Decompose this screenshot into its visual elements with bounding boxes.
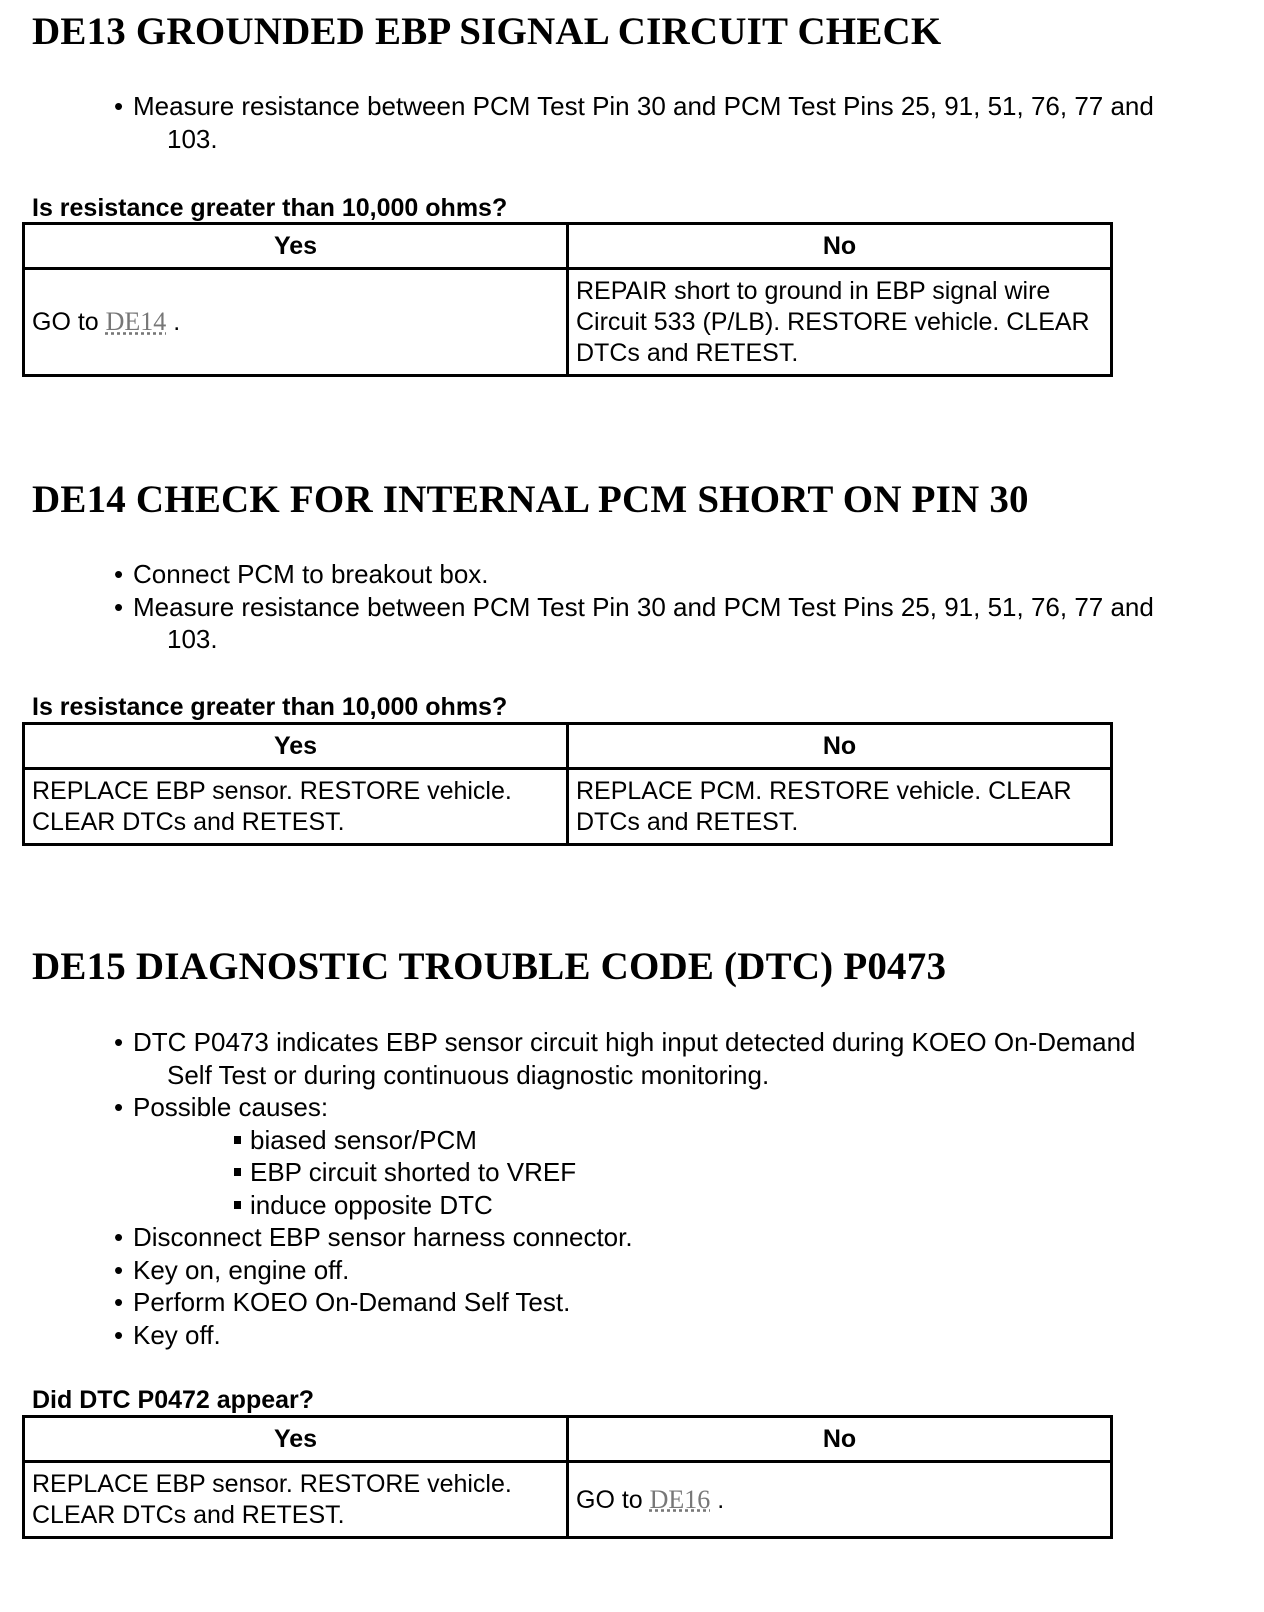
yes-column-header: Yes xyxy=(24,1417,568,1462)
decision-table xyxy=(22,722,1113,846)
no-action-cell: REPLACE PCM. RESTORE vehicle. CLEAR DTCs and RETEST. xyxy=(568,769,1112,845)
no-action-prefix: GO to xyxy=(576,1485,650,1514)
cause-text: EBP circuit shorted to VREF xyxy=(250,1157,577,1187)
list-item xyxy=(114,591,1154,656)
yes-column-header: Yes xyxy=(24,724,568,769)
yes-action-prefix: GO to xyxy=(32,308,106,336)
no-column-header: No xyxy=(568,224,1112,269)
step-text: Key off. xyxy=(133,1319,221,1350)
cause-item xyxy=(234,1156,1136,1189)
list-item xyxy=(114,1254,1136,1287)
bullet-icon: • xyxy=(114,1319,124,1350)
step-text: Measure resistance between PCM Test Pin 30 and PCM Test Pins 25, 91, 51, 76, 77 and xyxy=(133,91,1154,121)
list-item xyxy=(114,1286,1136,1319)
step-text: Disconnect EBP sensor harness connector. xyxy=(133,1222,633,1252)
no-action-cell xyxy=(568,1462,1112,1538)
link-de16[interactable]: DE16 xyxy=(649,1484,711,1514)
step-text: Perform KOEO On-Demand Self Test. xyxy=(133,1287,571,1317)
no-column-header: No xyxy=(568,1417,1112,1462)
no-action-cell: REPAIR short to ground in EBP signal wire Circuit 533 (P/LB). RESTORE vehicle. CLEAR DTCs and RETEST. xyxy=(568,269,1112,376)
instruction-list xyxy=(114,1026,1136,1351)
list-item xyxy=(114,1091,1136,1221)
bullet-icon: • xyxy=(114,591,124,622)
step-text-continued: 103. xyxy=(167,624,218,654)
link-de14[interactable]: DE14 xyxy=(105,307,167,336)
step-text-continued: Self Test or during continuous diagnostic monitoring. xyxy=(167,1059,770,1090)
step-text: DTC P0473 indicates EBP sensor circuit high input detected during KOEO On-Demand xyxy=(133,1027,1136,1057)
bullet-icon: • xyxy=(114,1254,124,1285)
section-heading: DE14 CHECK FOR INTERNAL PCM SHORT ON PIN 30 xyxy=(32,478,1029,521)
list-item xyxy=(114,1221,1136,1254)
cause-text: induce opposite DTC xyxy=(250,1189,493,1220)
decision-question: Is resistance greater than 10,000 ohms? xyxy=(32,194,508,222)
list-item xyxy=(114,90,1154,155)
step-text: Key on, engine off. xyxy=(133,1254,350,1285)
cause-item xyxy=(234,1124,1136,1157)
step-text: Measure resistance between PCM Test Pin 30 and PCM Test Pins 25, 91, 51, 76, 77 and xyxy=(133,591,1154,622)
list-item xyxy=(114,558,1154,591)
yes-column-header: Yes xyxy=(24,224,568,269)
square-bullet-icon xyxy=(234,1136,241,1144)
bullet-icon: • xyxy=(114,1092,124,1122)
list-item xyxy=(114,1319,1136,1352)
instruction-list xyxy=(114,558,1154,656)
square-bullet-icon xyxy=(234,1201,241,1209)
step-text-continued: 103. xyxy=(167,123,218,154)
yes-action-cell: REPLACE EBP sensor. RESTORE vehicle. CLEAR DTCs and RETEST. xyxy=(24,769,568,845)
yes-action-cell: REPLACE EBP sensor. RESTORE vehicle. CLEAR DTCs and RETEST. xyxy=(24,1462,568,1538)
list-item xyxy=(114,1026,1136,1091)
step-text: Possible causes: xyxy=(133,1092,329,1122)
no-column-header: No xyxy=(568,724,1112,769)
square-bullet-icon xyxy=(234,1168,241,1176)
no-action-suffix: . xyxy=(710,1485,725,1514)
section-heading: DE15 DIAGNOSTIC TROUBLE CODE (DTC) P0473 xyxy=(32,945,947,988)
decision-table xyxy=(22,222,1113,377)
cause-item xyxy=(234,1189,1136,1222)
bullet-icon: • xyxy=(114,1222,124,1252)
bullet-icon: • xyxy=(114,1027,124,1057)
cause-text: biased sensor/PCM xyxy=(250,1124,477,1155)
decision-table xyxy=(22,1415,1113,1539)
instruction-list xyxy=(114,90,1154,155)
bullet-icon: • xyxy=(114,559,124,589)
section-heading: DE13 GROUNDED EBP SIGNAL CIRCUIT CHECK xyxy=(32,10,942,53)
decision-question: Is resistance greater than 10,000 ohms? xyxy=(32,693,508,721)
step-text: Connect PCM to breakout box. xyxy=(133,559,489,589)
yes-action-cell xyxy=(24,269,568,376)
yes-action-suffix: . xyxy=(166,308,181,336)
bullet-icon: • xyxy=(114,91,124,121)
decision-question: Did DTC P0472 appear? xyxy=(32,1386,315,1414)
possible-causes-list xyxy=(133,1124,1136,1222)
bullet-icon: • xyxy=(114,1287,124,1317)
